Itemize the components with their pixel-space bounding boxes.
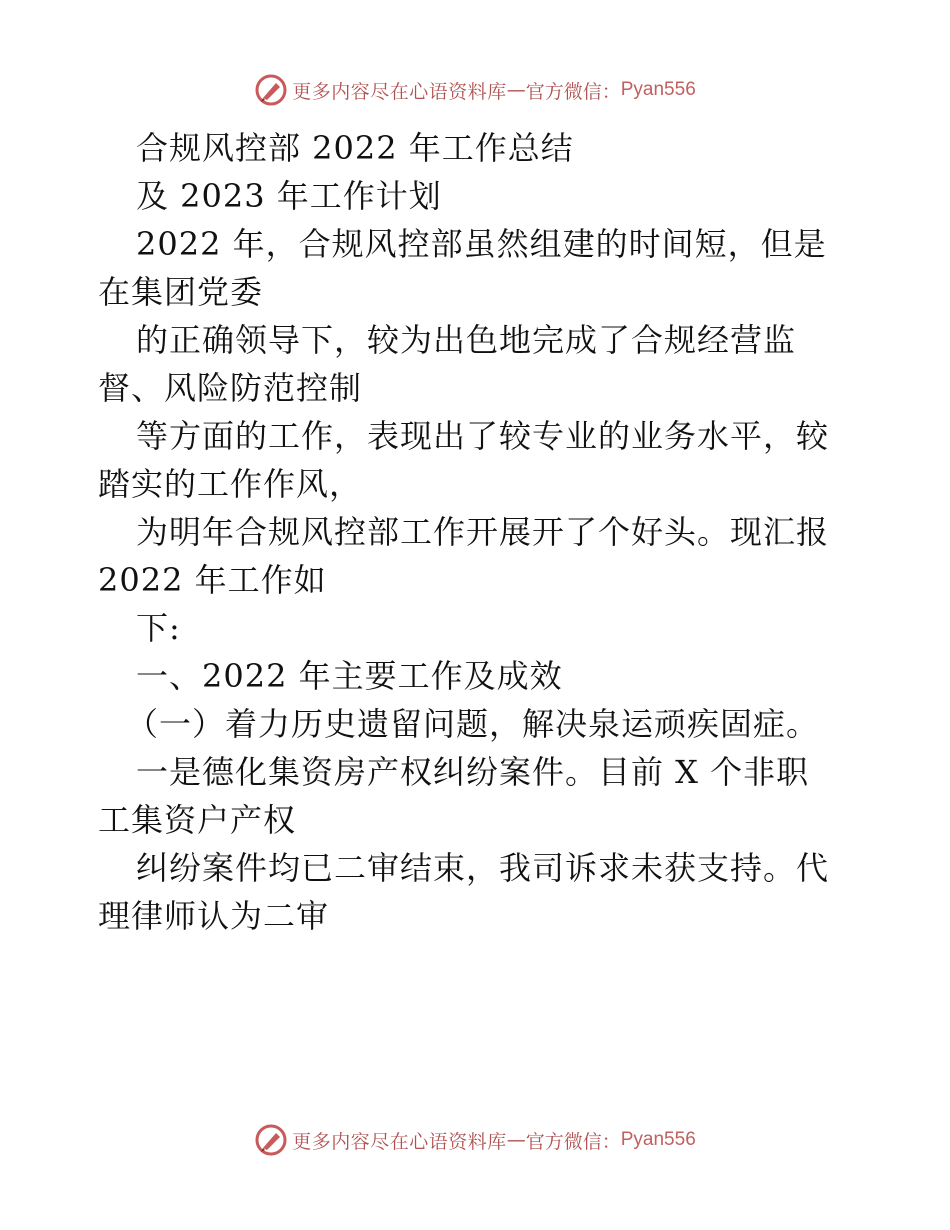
- text-line: 为明年合规风控部工作开展开了个好头。现汇报: [136, 513, 830, 551]
- watermark-text: 更多内容尽在心语资料库: [292, 1130, 507, 1153]
- text-line: 一是德化集资房产权纠纷案件。目前 X 个非职: [136, 753, 810, 791]
- text-line: 等方面的工作，表现出了较专业的业务水平，较: [136, 417, 830, 455]
- text-line: 的正确领导下，较为出色地完成了合规经营监: [136, 321, 797, 359]
- text-line: 及 2023 年工作计划: [136, 177, 442, 215]
- text-line: 工集资户产权: [98, 801, 297, 839]
- text-line: 纠纷案件均已二审结束，我司诉求未获支持。代: [136, 849, 830, 887]
- watermark-dash: —: [506, 79, 526, 101]
- text-line: 在集团党委: [98, 273, 264, 311]
- text-line: 合规风控部 2022 年工作总结: [136, 129, 574, 167]
- text-line: 踏实的工作作风，: [98, 465, 363, 503]
- text-line: 一、2022 年主要工作及成效: [136, 657, 563, 695]
- text-line: （一）着力历史遗留问题，解决泉运顽疾固症。: [126, 705, 820, 743]
- watermark-dash: —: [506, 1129, 526, 1151]
- text-line: 2022 年，合规风控部虽然组建的时间短，但是: [136, 225, 827, 263]
- text-line: 2022 年工作如: [98, 561, 327, 599]
- watermark-text: 更多内容尽在心语资料库: [292, 80, 507, 103]
- text-line: 理律师认为二审: [98, 897, 330, 935]
- document-body: [98, 124, 868, 940]
- text-line: 督、风险防范控制: [98, 369, 363, 407]
- watermark-wechat-id: Pyan556: [620, 1129, 696, 1150]
- watermark-wechat-label: 官方微信：: [525, 1130, 621, 1153]
- pen-logo-icon: [254, 73, 288, 107]
- watermark-wechat-id: Pyan556: [620, 79, 696, 100]
- watermark-footer: [0, 1120, 950, 1160]
- text-line: 下:: [136, 609, 181, 647]
- watermark-header: [0, 70, 950, 110]
- watermark-wechat-label: 官方微信：: [525, 80, 621, 103]
- pen-logo-icon: [254, 1123, 288, 1157]
